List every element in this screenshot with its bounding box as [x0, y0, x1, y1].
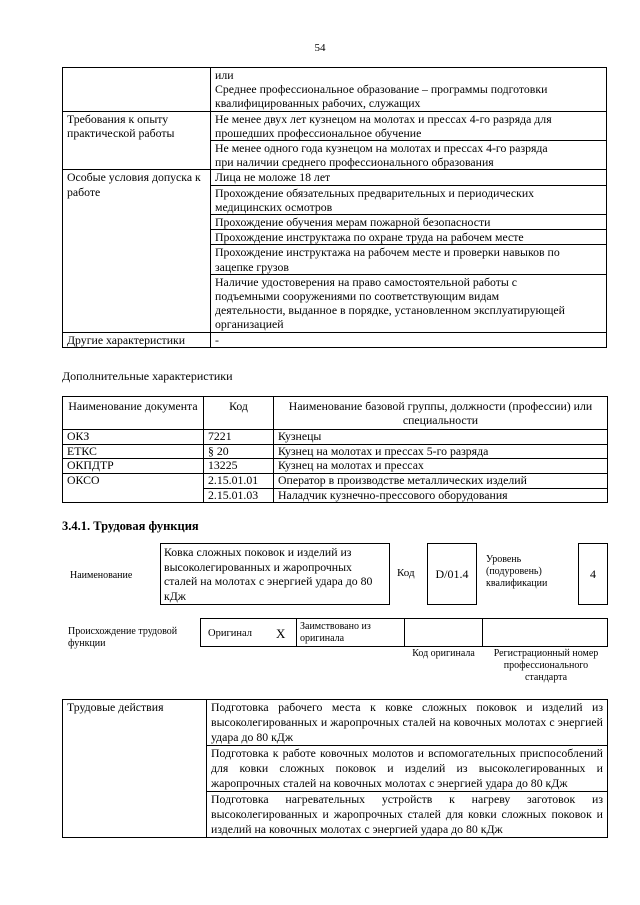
content-line: или: [215, 68, 234, 82]
table-header-row: [63, 397, 608, 430]
table-cell: § 20: [204, 444, 274, 459]
labor-action-item: Подготовка нагревательных устройств к нагреву заготовок из высоколегированных и жаропрочных сталей для ковки сложных поковок и изделий на ковочных молотах с энергией удара до 80 кДж: [207, 792, 608, 838]
table-row: [63, 332, 607, 347]
content-line: прошедших профессиональное обучение: [215, 125, 422, 140]
table-cell: Кузнец на молотах и прессах 5-го разряда: [274, 444, 608, 459]
content-item: [211, 185, 606, 214]
table-cell: ОКПДТР: [63, 459, 204, 474]
table-cell: ОКЗ: [63, 430, 204, 445]
table-cell: ОКСО: [63, 473, 204, 488]
table-row: [63, 459, 608, 474]
registration-caption: Регистрационный номер профессионального стандарта: [493, 648, 599, 683]
labor-action-item: Подготовка к работе ковочных молотов и вспомогательных приспособлений для ковки сложных поковок и изделий из высоколегированных и жаропрочных сталей на ковочных молотах с энергией удара до 80 кДж: [207, 746, 608, 792]
qualification-level: 4: [578, 543, 608, 605]
table-cell: 7221: [204, 430, 274, 445]
content-line: подъемными сооружениями по соответствующим видам: [215, 289, 500, 304]
row-content: [211, 111, 607, 170]
table-cell: 13225: [204, 459, 274, 474]
labor-actions-table: [62, 699, 608, 838]
content-item: [211, 274, 606, 332]
row-content: [211, 170, 607, 332]
table-row: [63, 111, 607, 170]
table-cell: Кузнец на молотах и прессах: [274, 459, 608, 474]
content-line: Среднее профессиональное образование – программы подготовки: [215, 82, 548, 97]
content-item: [211, 140, 606, 169]
column-header: Наименование документа: [63, 397, 204, 430]
content-line: Наличие удостоверения на право самостоятельной работы с: [215, 274, 518, 289]
original-mark: X: [276, 626, 286, 641]
row-label: Другие характеристики: [63, 332, 211, 347]
table-row: [63, 444, 608, 459]
content-line: Лица не моложе 18 лет: [215, 170, 331, 185]
content-item: [211, 214, 606, 229]
row-content: -: [211, 332, 607, 347]
table-cell: 2.15.01.03: [204, 488, 274, 503]
origin-label: Происхождение трудовой функции: [68, 626, 178, 649]
content-item: [211, 229, 606, 244]
table-row: [63, 430, 608, 445]
table-cell: 2.15.01.01: [204, 473, 274, 488]
content-line: Не менее одного года кузнецом на молотах и прессах 4-го разряда: [215, 141, 548, 156]
content-line: квалифицированных рабочих, служащих: [215, 96, 421, 111]
content-item: [215, 112, 602, 140]
content-line: Прохождение обучения мерам пожарной безопасности: [215, 215, 491, 230]
content-line: организацией: [215, 317, 284, 332]
table-cell: Наладчик кузнечно-прессового оборудования: [274, 488, 608, 503]
original-code-box: [404, 618, 483, 647]
classifiers-table: [62, 396, 608, 503]
requirements-table: [62, 67, 607, 348]
row-label: [63, 68, 211, 112]
content-item: [211, 244, 606, 273]
content-line: Прохождение инструктажа по охране труда на рабочем месте: [215, 230, 524, 245]
level-label: Уровень (подуровень) квалификации: [486, 554, 548, 589]
additional-heading: Дополнительные характеристики: [62, 369, 233, 383]
row-label: Трудовые действия: [63, 700, 207, 838]
content-line: зацепке грузов: [215, 259, 289, 274]
section-title: 3.4.1. Трудовая функция: [62, 519, 199, 533]
content-line: Прохождение обязательных предварительных и периодических: [215, 185, 535, 200]
table-cell: Кузнецы: [274, 430, 608, 445]
content-line: при наличии среднего профессионального образования: [215, 155, 494, 170]
content-line: Прохождение инструктажа на рабочем месте и проверки навыков по: [215, 245, 560, 260]
table-row: [63, 170, 607, 332]
table-row: [63, 68, 607, 112]
borrowed-box: Заимствовано из оригинала: [296, 618, 405, 647]
row-label: Требования к опыту практической работы: [63, 111, 211, 170]
table-row: [63, 700, 608, 746]
row-content: [211, 68, 607, 112]
code-caption: Код оригинала: [412, 648, 475, 659]
content-item: [215, 170, 602, 184]
column-header: Код: [204, 397, 274, 430]
table-row: [63, 488, 608, 503]
page-number: 54: [314, 42, 326, 54]
name-label: Наименование: [70, 570, 133, 581]
row-label: Особые условия допуска к работе: [63, 170, 211, 332]
function-name: Ковка сложных поковок и изделий из высоколегированных и жаропрочных сталей на молотах с энергией удара до 80 кДж: [160, 543, 390, 605]
column-header: Наименование базовой группы, должности (профессии) или специальности: [274, 397, 608, 430]
table-cell: [63, 488, 204, 503]
content-line: Не менее двух лет кузнецом на молотах и прессах 4-го разряда для: [215, 111, 552, 126]
table-row: [63, 473, 608, 488]
labor-action-item: Подготовка рабочего места к ковке сложных поковок и изделий из высоколегированных и жаропрочных сталей на ковочных молотах с энергией удара до 80 кДж: [207, 700, 608, 746]
table-cell: ЕТКС: [63, 444, 204, 459]
table-cell: Оператор в производстве металлических изделий: [274, 473, 608, 488]
registration-number-box: [482, 618, 608, 647]
original-label: Оригинал: [208, 628, 252, 639]
content-line: деятельности, выданное в порядке, установленном эксплуатирующей: [215, 303, 565, 318]
function-code: D/01.4: [427, 543, 477, 605]
content-line: медицинских осмотров: [215, 199, 333, 214]
code-label: Код: [397, 567, 415, 579]
